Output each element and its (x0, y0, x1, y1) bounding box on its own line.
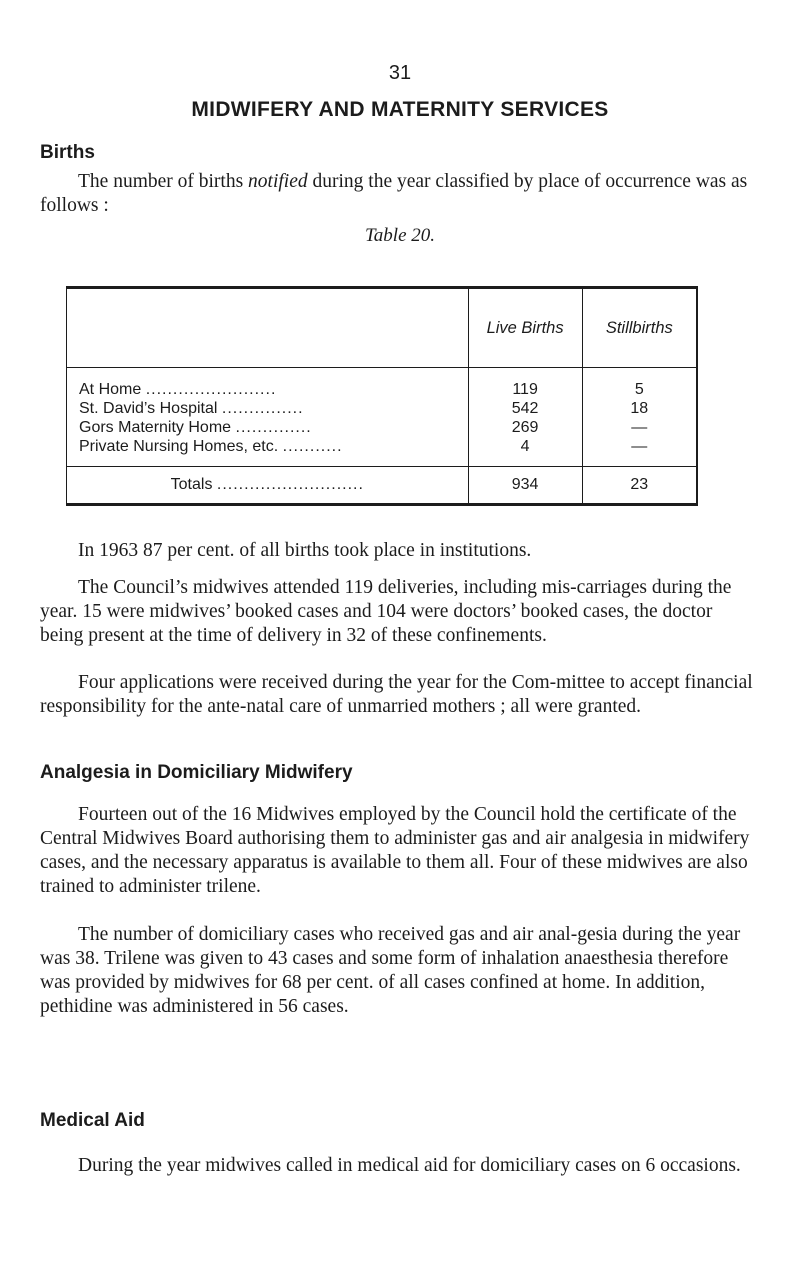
analgesia-paragraph-1 (40, 803, 755, 899)
row-label: At Home ........................ (79, 380, 277, 398)
births-table (66, 286, 698, 506)
live-births-total: 934 (468, 467, 582, 505)
births-intro-text-end: during the year classified by place of occurrence was as follows : (40, 171, 748, 216)
page-number: 31 (388, 62, 412, 84)
medical-aid-heading: Medical Aid (40, 1110, 145, 1131)
row-label: Gors Maternity Home .............. (79, 418, 312, 436)
stillbirths-cell: — (582, 437, 697, 467)
table-row (67, 399, 698, 418)
applications-paragraph (40, 671, 755, 719)
births-intro-paragraph (40, 170, 755, 218)
table-header-row (67, 288, 698, 368)
live-births-cell: 542 (468, 399, 582, 418)
analgesia-paragraph-2 (40, 923, 755, 1019)
totals-row (67, 467, 698, 505)
deliveries-paragraph (40, 576, 755, 648)
column-header-live-births: Live Births (468, 288, 582, 368)
medical-aid-paragraph (40, 1154, 755, 1178)
stillbirths-cell: 5 (582, 368, 697, 400)
stillbirths-cell: 18 (582, 399, 697, 418)
institutions-text: In 1963 87 per cent. of all births took place in institutions. (78, 540, 532, 561)
analgesia-text-2: The number of domiciliary cases who received gas and air anal-gesia during the year was 38. Trilene was given to 43 cases and some form of inhalation anaesthesia therefore was provided by midwives for 68 per cent. of all cases confined at home. In addition, pethidine was administered in 56 cases. (40, 924, 741, 1017)
live-births-cell: 119 (468, 368, 582, 400)
live-births-cell: 269 (468, 418, 582, 437)
row-label: Private Nursing Homes, etc. ........... (79, 437, 343, 455)
table-row (67, 418, 698, 437)
totals-label: Totals ........................... (67, 467, 469, 505)
table-caption: Table 20. (364, 225, 436, 246)
page-title: MIDWIFERY AND MATERNITY SERVICES (191, 98, 609, 121)
analgesia-text-1: Fourteen out of the 16 Midwives employed by the Council hold the certificate of the Central Midwives Board authorising them to administer gas and air analgesia in midwifery cases, and the necessary apparatus is available to them all. Four of these midwives are also trained to administer trilene. (40, 804, 750, 897)
stillbirths-cell: — (582, 418, 697, 437)
row-label: St. David’s Hospital ............... (79, 399, 304, 417)
applications-text: Four applications were received during the year for the Com-mittee to accept financial responsibility for the ante-natal care of unmarried mothers ; all were granted. (40, 672, 753, 717)
live-births-cell: 4 (468, 437, 582, 467)
analgesia-heading: Analgesia in Domiciliary Midwifery (40, 762, 353, 783)
births-intro-emphasis: notified (248, 171, 308, 192)
table-row (67, 437, 698, 467)
births-heading: Births (40, 142, 95, 163)
births-intro-text: The number of births (78, 171, 249, 192)
medical-aid-text: During the year midwives called in medical aid for domiciliary cases on 6 occasions. (78, 1155, 741, 1176)
deliveries-text: The Council’s midwives attended 119 deliveries, including mis-carriages during the year. 15 were midwives’ booked cases and 104 were doctors’ booked cases, the doctor being present at the time of delivery in 32 of these confinements. (40, 577, 732, 646)
column-header-stillbirths: Stillbirths (582, 288, 697, 368)
table-row (67, 368, 698, 400)
institutions-paragraph (40, 539, 755, 563)
table-header-blank (67, 288, 469, 368)
stillbirths-total: 23 (582, 467, 697, 505)
